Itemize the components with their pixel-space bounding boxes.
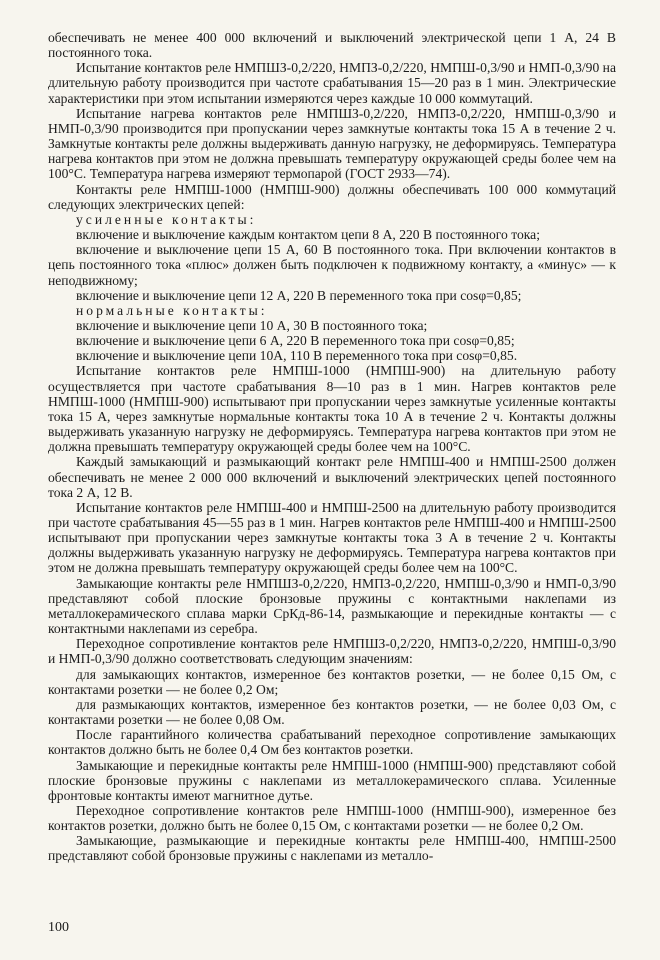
paragraph: Переходное сопротивление контактов реле НМПШ-1000 (НМПШ-900), измеренное без контактов розетки, должно быть не более 0,15 Ом, с контактами розетки — не более 0,2 Ом. xyxy=(48,802,616,834)
page-number: 100 xyxy=(48,920,69,935)
paragraph: Испытание контактов реле НМПШ-1000 (НМПШ-900) на длительную работу осуществляется при частоте срабатывания 8—10 раз в 1 мин. Нагрев контактов реле НМПШ-1000 (НМПШ-900) испытывают при пропускании через замкнутые усиленные контакты тока 15 А, через замкнутые нормальные контакты тока 10 А в течение 2 ч. Контакты должны выдерживать указанную нагрузку не деформируясь. Температура нагрева контактов при этом не должна превышать температуру окружающей среды более чем на 100°С. xyxy=(48,363,616,455)
paragraph: усиленные контакты: xyxy=(76,211,257,227)
paragraph: Замыкающие контакты реле НМПШЗ-0,2/220, НМПЗ-0,2/220, НМПШ-0,3/90 и НМП-0,3/90 представляют собой плоские бронзовые пружины с контактными наклепами из металлокерамического сплава марки СрКд-86-14, размыкающие и перекидные контакты — с контактными наклепами из серебра. xyxy=(48,575,616,637)
paragraph: Замыкающие и перекидные контакты реле НМПШ-1000 (НМПШ-900) представляют собой плоские бронзовые пружины с наклепами из металлокерамического сплава. Усиленные фронтовые контакты имеют магнитное дутье. xyxy=(48,757,616,803)
paragraph: Переходное сопротивление контактов реле НМПШЗ-0,2/220, НМПЗ-0,2/220, НМПШ-0,3/90 и НМП-0,3/90 должно соответствовать следующим значениям: xyxy=(48,636,616,667)
paragraph: включение и выключение цепи 10А, 110 В переменного тока при cosφ=0,85. xyxy=(76,348,518,364)
paragraph: включение и выключение цепи 15 А, 60 В постоянного тока. При включении контактов в цепь постоянного тока «плюс» должен быть подключен к подвижному контакту, а «минус» — к неподвижному; xyxy=(48,242,616,288)
paragraph: Замыкающие, размыкающие и перекидные контакты реле НМПШ-400, НМПШ-2500 представляют собой бронзовые пружины с наклепами из металло- xyxy=(48,833,616,864)
paragraph: для размыкающих контактов, измеренное без контактов розетки, — не более 0,03 Ом, с контактами розетки — не более 0,08 Ом. xyxy=(48,696,616,728)
paragraph: включение и выключение цепи 6 А, 220 В переменного тока при cosφ=0,85; xyxy=(76,333,515,349)
paragraph: включение и выключение цепи 10 А, 30 В постоянного тока; xyxy=(76,317,428,333)
paragraph: нормальные контакты: xyxy=(76,302,268,318)
paragraph: включение и выключение цепи 12 А, 220 В переменного тока при cosφ=0,85; xyxy=(76,287,522,303)
paragraph: Контакты реле НМПШ-1000 (НМПШ-900) должны обеспечивать 100 000 коммутаций следующих электрических цепей: xyxy=(48,181,616,212)
paragraph: включение и выключение каждым контактом цепи 8 А, 220 В постоянного тока; xyxy=(76,227,540,243)
paragraph: обеспечивать не менее 400 000 включений и выключений электрической цепи 1 А, 24 В постоянного тока. xyxy=(48,30,616,61)
paragraph: Испытание контактов реле НМПШЗ-0,2/220, НМПЗ-0,2/220, НМПШ-0,3/90 и НМП-0,3/90 на длительную работу производится при частоте срабатывания 15—20 раз в 1 мин. Электрические характеристики при этом испытании измеряются через каждые 10 000 коммутаций. xyxy=(48,60,616,106)
body-text xyxy=(48,30,616,864)
paragraph: Испытание контактов реле НМПШ-400 и НМПШ-2500 на длительную работу производится при частоте срабатывания 45—55 раз в 1 мин. Нагрев контактов реле НМПШ-400 и НМПШ-2500 испытывают при пропускании через замкнутые контакты тока 3 А в течение 2 ч. Контакты должны выдерживать указанную нагрузку не деформируясь. Температура нагрева контактов при этом не должна превышать температуру окружающей среды более чем на 100°С. xyxy=(48,499,616,576)
paragraph: для замыкающих контактов, измеренное без контактов розетки, — не более 0,15 Ом, с контактами розетки — не более 0,2 Ом; xyxy=(48,666,616,697)
paragraph: Испытание нагрева контактов реле НМПШЗ-0,2/220, НМПЗ-0,2/220, НМПШ-0,3/90 и НМП-0,3/90 производится при пропускании через замкнутые контакты тока 15 А в течение 2 ч. Замкнутые контакты реле должны выдерживать данную нагрузку, не деформируясь. Температура нагрева контактов при этом не должна превышать температуру окружающей среды более чем на 100°С. Температура нагрева измеряют термопарой (ГОСТ 2933—74). xyxy=(48,105,616,182)
paragraph: После гарантийного количества срабатываний переходное сопротивление замыкающих контактов должно быть не более 0,4 Ом без контактов розетки. xyxy=(48,727,616,758)
paragraph: Каждый замыкающий и размыкающий контакт реле НМПШ-400 и НМПШ-2500 должен обеспечивать не менее 2 000 000 включений и выключений электрических цепей постоянного тока 2 А, 12 В. xyxy=(48,454,616,500)
